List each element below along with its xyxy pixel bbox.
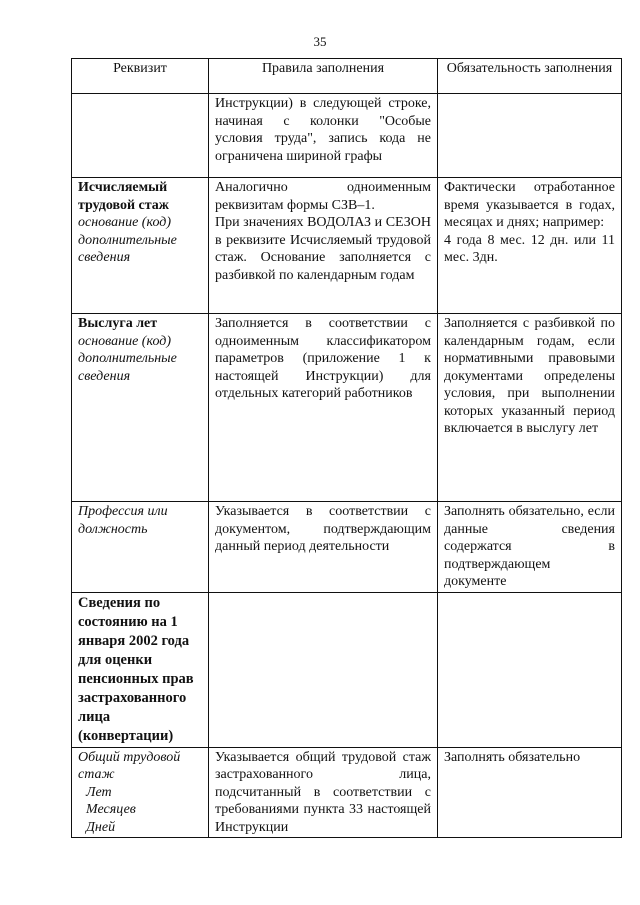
- cell-rules: Заполняется в соответствии с одноименным классификатором параметров (приложение 1 к настоящей Инструкции) для отдельных категорий работников: [209, 314, 438, 502]
- table-row: [72, 592, 622, 747]
- cell-rules: Указывается в соответствии с документом, подтверждающим данный период деятельности: [209, 502, 438, 593]
- cell-obligation: Заполняется с разбивкой по календарным годам, если нормативными правовыми документами определены условия, при выполнении которых указанный период включается в выслугу лет: [438, 314, 622, 502]
- obligation-paragraph: Фактически отработанное время указывается в годах, месяцах и днях; например:: [444, 180, 615, 230]
- cell-obligation: [438, 178, 622, 314]
- requisites-table: [71, 58, 622, 838]
- header-requisite: Реквизит: [72, 59, 209, 94]
- cell-obligation: Заполнять обязательно: [438, 747, 622, 838]
- cell-rules: [209, 178, 438, 314]
- cell-rules: [209, 592, 438, 747]
- cell-obligation: [438, 592, 622, 747]
- requisite-sub: дополнительные сведения: [78, 232, 177, 265]
- rules-paragraph: При значениях ВОДОЛАЗ и СЕЗОН в реквизите Исчисляемый трудовой стаж. Основание заполняется с разбивкой по календарным годам: [215, 215, 431, 283]
- requisite-name: Выслуга лет: [78, 316, 158, 331]
- section-heading: Сведения по состоянию на 1 января 2002 года для оценки пенсионных прав застрахованного лица (конвертации): [78, 594, 194, 744]
- cell-requisite: [72, 747, 209, 838]
- cell-rules: Инструкции) в следующей строке, начиная с колонки "Особые условия труда", запись кода не ограничена шириной графы: [209, 94, 438, 178]
- header-rules: Правила заполнения: [209, 59, 438, 94]
- requisite-name: Общий трудовой стаж: [78, 749, 181, 782]
- requisite-sub: основание (код): [78, 215, 172, 230]
- table-row: [72, 314, 622, 502]
- page-number: 35: [313, 34, 327, 49]
- cell-requisite: [72, 94, 209, 178]
- requisite-sub: Месяцев: [86, 802, 136, 817]
- cell-requisite: [72, 502, 209, 593]
- requisite-sub: Лет: [86, 784, 112, 800]
- cell-requisite: [72, 592, 209, 747]
- cell-rules: Указывается общий трудовой стаж застрахованного лица, подсчитанный в соответствии с требованиями пункта 33 настоящей Инструкции: [209, 747, 438, 838]
- requisite-name: Исчисляемый трудовой стаж: [78, 180, 169, 213]
- requisite-sub: дополнительные сведения: [78, 351, 177, 384]
- cell-requisite: [72, 178, 209, 314]
- table-row: [72, 502, 622, 593]
- cell-obligation: [438, 94, 622, 178]
- rules-paragraph: Аналогично одноименным реквизитам формы СЗВ–1.: [215, 180, 431, 213]
- requisite-sub: основание (код): [78, 333, 172, 349]
- requisite-name: Профессия или должность: [78, 504, 168, 537]
- table-row: [72, 747, 622, 838]
- requisite-sub: Дней: [86, 819, 116, 835]
- obligation-paragraph: 4 года 8 мес. 12 дн. или 11 мес. 3дн.: [444, 232, 615, 265]
- table-row: [72, 178, 622, 314]
- table-row: [72, 94, 622, 178]
- cell-requisite: [72, 314, 209, 502]
- table-header-row: [72, 59, 622, 94]
- cell-obligation: Заполнять обязательно, если данные сведения содержатся в подтверждающем документе: [438, 502, 622, 593]
- header-obligation: Обязательность заполнения: [438, 59, 622, 94]
